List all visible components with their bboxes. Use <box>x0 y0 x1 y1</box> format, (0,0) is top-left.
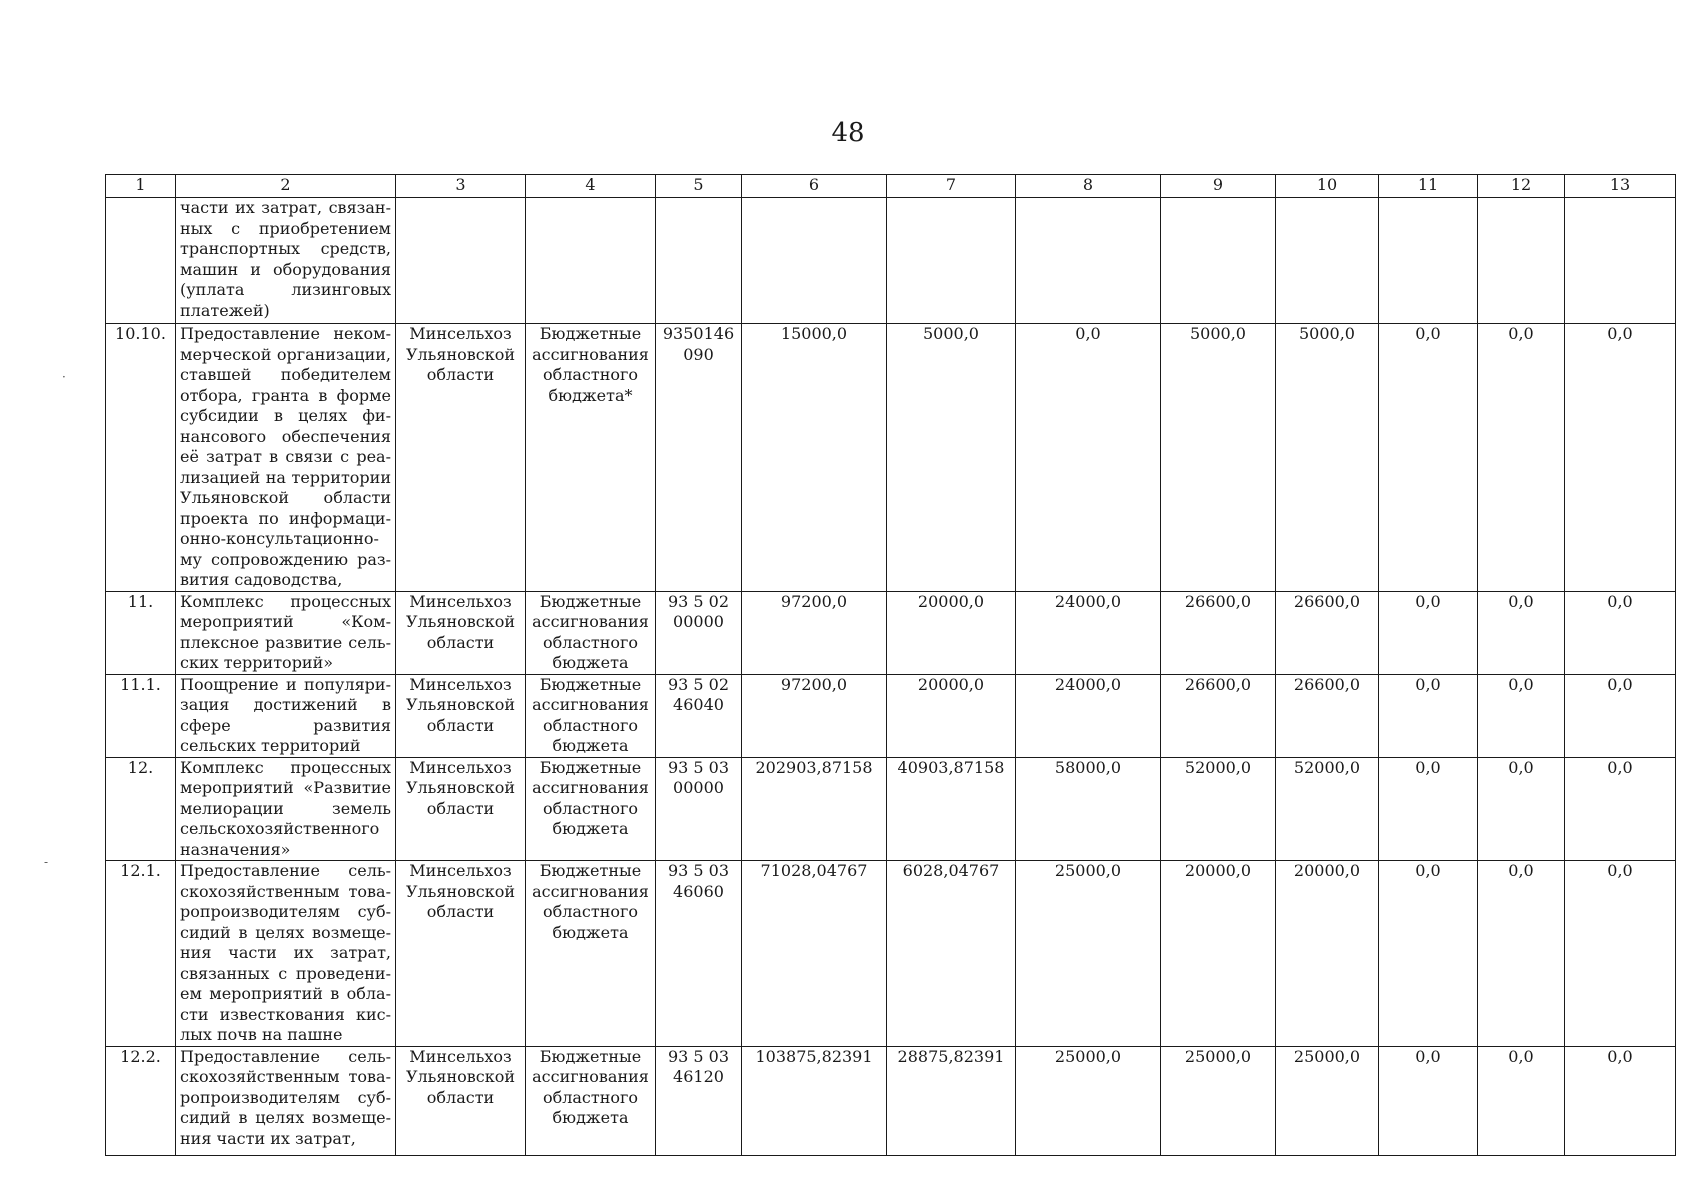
header-cell: 11 <box>1379 175 1478 198</box>
amount-cell: 20000,0 <box>887 674 1016 757</box>
amount-cell: 25000,0 <box>1016 861 1161 1047</box>
table-body <box>106 175 1676 1156</box>
budget-code <box>656 198 742 324</box>
amount-cell: 5000,0 <box>887 324 1016 592</box>
amount-cell: 20000,0 <box>1276 861 1379 1047</box>
amount-cell: 0,0 <box>1379 324 1478 592</box>
budget-code: 93 5 03 00000 <box>656 757 742 861</box>
amount-cell: 97200,0 <box>742 674 887 757</box>
amount-cell: 97200,0 <box>742 591 887 674</box>
amount-cell: 0,0 <box>1565 757 1676 861</box>
responsible-org <box>396 198 526 324</box>
amount-cell: 28875,82391 <box>887 1046 1016 1155</box>
amount-cell: 0,0 <box>1379 591 1478 674</box>
funding-source: Бюджетные ассигнования областного бюджета* <box>526 324 656 592</box>
budget-code: 9350146 090 <box>656 324 742 592</box>
budget-code: 93 5 02 00000 <box>656 591 742 674</box>
amount-cell: 0,0 <box>1565 591 1676 674</box>
header-cell: 13 <box>1565 175 1676 198</box>
table-row <box>106 757 1676 861</box>
amount-cell: 26600,0 <box>1276 591 1379 674</box>
amount-cell: 202903,87158 <box>742 757 887 861</box>
table-row <box>106 324 1676 592</box>
amount-cell: 52000,0 <box>1276 757 1379 861</box>
amount-cell: 0,0 <box>1478 861 1565 1047</box>
row-number <box>106 198 176 324</box>
row-number: 10.10. <box>106 324 176 592</box>
amount-cell: 0,0 <box>1379 674 1478 757</box>
header-cell: 7 <box>887 175 1016 198</box>
budget-table <box>105 174 1676 1156</box>
amount-cell: 0,0 <box>1565 324 1676 592</box>
table-header-row <box>106 175 1676 198</box>
budget-code: 93 5 03 46120 <box>656 1046 742 1155</box>
amount-cell: 6028,04767 <box>887 861 1016 1047</box>
table-row <box>106 198 1676 324</box>
amount-cell: 0,0 <box>1565 674 1676 757</box>
scan-speck: · <box>62 370 66 384</box>
header-cell: 6 <box>742 175 887 198</box>
amount-cell <box>1379 198 1478 324</box>
amount-cell <box>1565 198 1676 324</box>
header-cell: 5 <box>656 175 742 198</box>
measure-name: части их затрат, связанных с приобретением транспортных средств, машин и оборудования (уплата лизинговых платежей) <box>176 198 396 324</box>
amount-cell: 0,0 <box>1478 324 1565 592</box>
table-row <box>106 861 1676 1047</box>
header-cell: 1 <box>106 175 176 198</box>
amount-cell: 25000,0 <box>1276 1046 1379 1155</box>
header-cell: 12 <box>1478 175 1565 198</box>
amount-cell: 5000,0 <box>1276 324 1379 592</box>
responsible-org: Минсельхоз Ульяновской области <box>396 1046 526 1155</box>
amount-cell: 0,0 <box>1379 861 1478 1047</box>
amount-cell <box>742 198 887 324</box>
amount-cell: 0,0 <box>1565 861 1676 1047</box>
amount-cell <box>1161 198 1276 324</box>
table-row <box>106 591 1676 674</box>
measure-name: Комплекс процессных мероприятий «Комплексное развитие сельских территорий» <box>176 591 396 674</box>
funding-source <box>526 198 656 324</box>
amount-cell: 15000,0 <box>742 324 887 592</box>
amount-cell: 0,0 <box>1016 324 1161 592</box>
scan-speck: - <box>44 855 49 869</box>
amount-cell: 26600,0 <box>1276 674 1379 757</box>
row-number: 11.1. <box>106 674 176 757</box>
amount-cell: 25000,0 <box>1016 1046 1161 1155</box>
budget-code: 93 5 02 46040 <box>656 674 742 757</box>
funding-source: Бюджетные ассигнования областного бюджета <box>526 591 656 674</box>
amount-cell: 0,0 <box>1565 1046 1676 1155</box>
amount-cell: 24000,0 <box>1016 674 1161 757</box>
measure-name: Предоставление сельскохозяйственным товаропроизводителям субсидий в целях возмещения части их затрат, связанных с проведением мероприятий в области известкования кислых почв на пашне <box>176 861 396 1047</box>
amount-cell: 103875,82391 <box>742 1046 887 1155</box>
amount-cell: 26600,0 <box>1161 674 1276 757</box>
header-cell: 2 <box>176 175 396 198</box>
amount-cell <box>1478 198 1565 324</box>
amount-cell <box>887 198 1016 324</box>
row-number: 12. <box>106 757 176 861</box>
measure-name: Комплекс процессных мероприятий «Развитие мелиорации земель сельскохозяйственного назначения» <box>176 757 396 861</box>
row-number: 11. <box>106 591 176 674</box>
responsible-org: Минсельхоз Ульяновской области <box>396 861 526 1047</box>
amount-cell: 58000,0 <box>1016 757 1161 861</box>
row-number: 12.1. <box>106 861 176 1047</box>
responsible-org: Минсельхоз Ульяновской области <box>396 324 526 592</box>
amount-cell: 20000,0 <box>1161 861 1276 1047</box>
responsible-org: Минсельхоз Ульяновской области <box>396 674 526 757</box>
amount-cell: 26600,0 <box>1161 591 1276 674</box>
funding-source: Бюджетные ассигнования областного бюджета <box>526 674 656 757</box>
budget-code: 93 5 03 46060 <box>656 861 742 1047</box>
measure-name: Поощрение и популяризация достижений в сфере развития сельских территорий <box>176 674 396 757</box>
funding-source: Бюджетные ассигнования областного бюджета <box>526 757 656 861</box>
measure-name: Предоставление сельскохозяйственным товаропроизводителям субсидий в целях возмещения части их затрат, <box>176 1046 396 1155</box>
amount-cell: 71028,04767 <box>742 861 887 1047</box>
header-cell: 8 <box>1016 175 1161 198</box>
header-cell: 4 <box>526 175 656 198</box>
amount-cell <box>1276 198 1379 324</box>
amount-cell: 0,0 <box>1379 1046 1478 1155</box>
table-row <box>106 674 1676 757</box>
header-cell: 10 <box>1276 175 1379 198</box>
header-cell: 3 <box>396 175 526 198</box>
table-row <box>106 1046 1676 1155</box>
amount-cell: 0,0 <box>1478 591 1565 674</box>
page-number: 48 <box>831 118 865 148</box>
header-cell: 9 <box>1161 175 1276 198</box>
row-number: 12.2. <box>106 1046 176 1155</box>
amount-cell: 5000,0 <box>1161 324 1276 592</box>
amount-cell: 40903,87158 <box>887 757 1016 861</box>
amount-cell: 25000,0 <box>1161 1046 1276 1155</box>
amount-cell <box>1016 198 1161 324</box>
responsible-org: Минсельхоз Ульяновской области <box>396 757 526 861</box>
amount-cell: 0,0 <box>1478 674 1565 757</box>
amount-cell: 20000,0 <box>887 591 1016 674</box>
responsible-org: Минсельхоз Ульяновской области <box>396 591 526 674</box>
funding-source: Бюджетные ассигнования областного бюджета <box>526 1046 656 1155</box>
measure-name: Предоставление некоммерческой организации, ставшей победителем отбора, гранта в форме субсидии в целях финансового обеспечения её затрат в связи с реализацией на территории Ульяновской области проекта по информационно-консультационному сопровождению развития садоводства, <box>176 324 396 592</box>
amount-cell: 24000,0 <box>1016 591 1161 674</box>
funding-source: Бюджетные ассигнования областного бюджета <box>526 861 656 1047</box>
amount-cell: 0,0 <box>1379 757 1478 861</box>
amount-cell: 0,0 <box>1478 1046 1565 1155</box>
amount-cell: 52000,0 <box>1161 757 1276 861</box>
amount-cell: 0,0 <box>1478 757 1565 861</box>
